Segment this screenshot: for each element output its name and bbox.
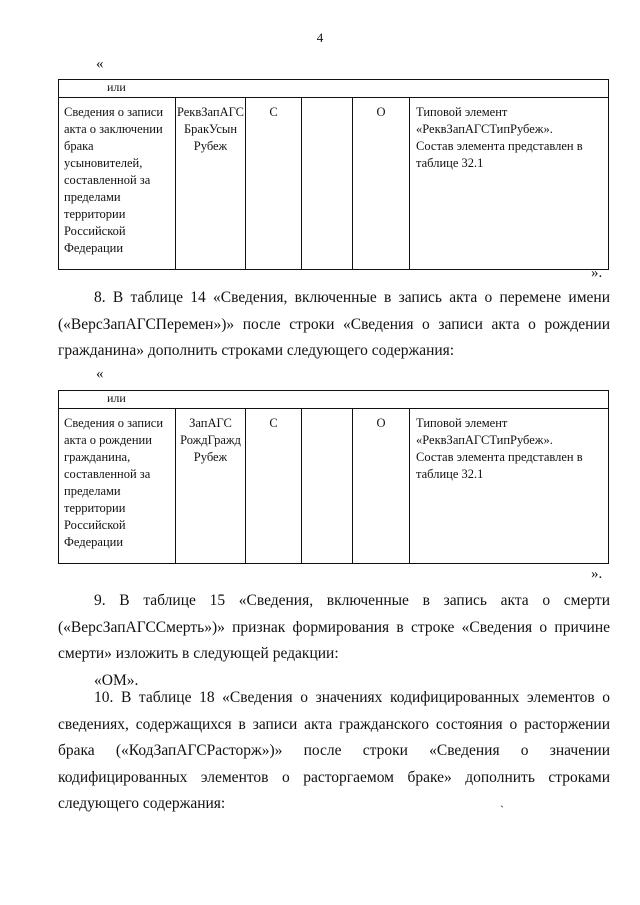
- element-code-cell: [176, 98, 246, 270]
- table-row: [59, 98, 609, 270]
- element-name-line: пределами: [64, 484, 121, 498]
- paragraph-line: 9. В таблице 15 «Сведения, включенные в запись акта о смерти: [94, 592, 610, 609]
- paragraph-10: [58, 685, 610, 818]
- element-name-line: акта о заключении: [64, 122, 163, 136]
- paragraph-line: смерти» изложить в следующей редакции:: [58, 645, 339, 662]
- or-label: или: [59, 391, 609, 409]
- stray-mark: `: [500, 803, 504, 817]
- element-name-line: Федерации: [64, 535, 124, 549]
- required-cell: О: [353, 409, 410, 564]
- paragraph-line: брака («КодЗапАГСРасторж»)» после строки «Сведения о значении: [58, 742, 610, 759]
- element-name-cell: [59, 98, 176, 270]
- paragraph-line: 8. В таблице 14 «Сведения, включенные в запись акта о перемене имени: [94, 289, 610, 306]
- table-1: [58, 79, 609, 270]
- element-name-line: Сведения о записи: [64, 105, 164, 119]
- description-line: Типовой элемент: [416, 105, 508, 119]
- element-name-line: брака: [64, 139, 94, 153]
- description-line: Состав элемента представлен в: [416, 450, 583, 464]
- or-label: или: [59, 80, 609, 98]
- empty-cell: [302, 98, 353, 270]
- close-quote: ».: [591, 265, 603, 281]
- element-code-cell: [176, 409, 246, 564]
- page-number: 4: [316, 30, 324, 45]
- element-code-line: РеквЗапАГС: [176, 105, 245, 119]
- description-line: таблице 32.1: [416, 467, 484, 481]
- element-name-line: Российской: [64, 518, 126, 532]
- description-cell: [410, 98, 609, 270]
- open-quote: «: [96, 366, 104, 382]
- paragraph-line: 10. В таблице 18 «Сведения о значениях кодифицированных элементов о: [94, 689, 610, 706]
- description-line: Состав элемента представлен в: [416, 139, 583, 153]
- table-row: [59, 391, 609, 409]
- description-line: «РеквЗапАГСТипРубеж».: [416, 433, 553, 447]
- paragraph-9: [58, 588, 610, 694]
- description-line: таблице 32.1: [416, 156, 484, 170]
- description-line: Типовой элемент: [416, 416, 508, 430]
- element-name-line: территории: [64, 207, 126, 221]
- empty-cell: [302, 409, 353, 564]
- element-name-line: Сведения о записи: [64, 416, 164, 430]
- element-code-line: Рубеж: [193, 450, 228, 464]
- element-name-line: гражданина,: [64, 450, 131, 464]
- paragraph-8: [58, 285, 610, 365]
- paragraph-line: гражданина» дополнить строками следующего содержания:: [58, 342, 455, 359]
- paragraph-line: («ВерсЗапАГССмерть»)» признак формирования в строке «Сведения о причине: [58, 618, 610, 636]
- paragraph-line: сведениях, содержащихся в записи акта гражданского состояния о расторжении: [58, 715, 610, 733]
- element-name-cell: [59, 409, 176, 564]
- element-code-line: Рубеж: [193, 139, 228, 153]
- description-line: «РеквЗапАГСТипРубеж».: [416, 122, 553, 136]
- paragraph-line: следующего содержания:: [58, 795, 226, 812]
- element-name-line: составленной за: [64, 173, 151, 187]
- element-code-line: БракУсын: [183, 122, 238, 136]
- element-name-line: территории: [64, 501, 126, 515]
- element-name-line: Федерации: [64, 241, 124, 255]
- flag-cell: С: [246, 98, 302, 270]
- table-row: [59, 80, 609, 98]
- flag-cell: С: [246, 409, 302, 564]
- description-cell: [410, 409, 609, 564]
- element-name-line: Российской: [64, 224, 126, 238]
- element-code-line: ЗапАГС: [189, 416, 232, 430]
- required-cell: О: [353, 98, 410, 270]
- element-code-line: РождГражд: [180, 433, 241, 447]
- element-name-line: пределами: [64, 190, 121, 204]
- close-quote: ».: [591, 566, 603, 582]
- element-name-line: составленной за: [64, 467, 151, 481]
- table-row: [59, 409, 609, 564]
- paragraph-line: («ВерсЗапАГСПеремен»)» после строки «Сведения о записи акта о рождении: [58, 315, 610, 333]
- om-line: «ОМ».: [94, 671, 139, 689]
- open-quote: «: [96, 56, 104, 72]
- element-name-line: акта о рождении: [64, 433, 152, 447]
- element-name-line: усыновителей,: [64, 156, 143, 170]
- table-2: [58, 390, 609, 564]
- paragraph-line: кодифицированных элементов о расторгаемом браке» дополнить строками: [58, 768, 610, 786]
